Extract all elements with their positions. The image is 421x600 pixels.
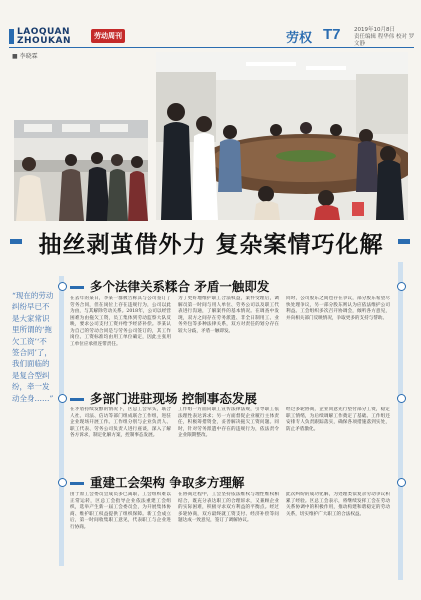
section-3-col-1: 由于原工会委员会成员多已离职，工会组织难以正常运转，区总工会指导企业依法重建工会组织，选举产生新一届工会委员会，为开展集体协商、维护职工权益提供了组织保障。新工会成立后，第一时间收集职工意见，代表职工与企业进行协商。 bbox=[70, 492, 171, 530]
ribbon-dot bbox=[58, 282, 67, 291]
section-2-col-3: 经过多轮协商，企业同意先行垫付部分工资，稳定职工情绪，为后续调解工作奠定了基础。工作组还安排专人负责跟踪落实，确保各项措施落到实处，防止矛盾激化。 bbox=[286, 407, 390, 432]
section-2-col-2: 工作组一方面向职工宣传法律法规，引导职工依法理性表达诉求；另一方面督促企业履行主体责任，积极筹措资金，妥善解决拖欠工资问题。同时，针对劳务派遣中存在的违规行为，依法责令企业限期整改。 bbox=[178, 407, 279, 438]
masthead-bar bbox=[9, 29, 14, 44]
page-number: T7 bbox=[323, 26, 341, 43]
section-1-col-3: 同时，公司股东之间也存在争议，部分股东希望尽快处理争议，另一部分股东则认为应依法维护公司利益。工会组织多次召开协调会，倾听各方意见，并向相关部门反映情况，争取更多的支持与帮助。 bbox=[286, 296, 390, 321]
section-2-col-1: 在矛盾持续发酵的情况下，区总工会牵头，联合人社、司法、信访等部门组成联合工作组，进驻企业现场开展工作。工作组分别与企业负责人、职工代表、劳务公司负责人进行座谈，深入了解各方诉求，制定化解方案，控制事态发展。 bbox=[70, 407, 171, 438]
ribbon-dot bbox=[397, 394, 406, 403]
masthead bbox=[9, 26, 414, 46]
section-name: 劳权 bbox=[286, 31, 313, 46]
right-ribbon bbox=[398, 262, 403, 580]
section-3-col-2: 在协商过程中，工会坚持依法维权与理性维权相结合，既充分表达职工的合理诉求，又兼顾企业的实际困难，积极寻求双方利益的平衡点。经过多轮协商，双方最终就工资支付、经济补偿等问题达成一致意见，签订了调解协议。 bbox=[178, 492, 279, 523]
photo-service-counter-image bbox=[14, 120, 148, 221]
headline-deco-left bbox=[10, 239, 22, 244]
section-1-col-2: 为了更好地维护职工合法权益，案件受理后，调解员第一时间与用人单位、劳务公司以及职工代表进行沟通，了解案件的基本情况。在调查中发现，双方之间存在劳务派遣、非全日制用工、业务外包等多种法律关系，双方对责任的划分存在较大分歧，矛盾一触即发。 bbox=[178, 296, 279, 334]
subhead-marker bbox=[70, 286, 84, 289]
subhead-3: 重建工会架构 争取多方理解 bbox=[90, 475, 245, 490]
ribbon-dot bbox=[397, 282, 406, 291]
section-1-col-1: 在去年的某日，李某一群被告称其与公司签订了劳务合同，但在岗位上存在违规行为，公司以此为由，与其解除劳动关系。2018年，公司以经营困难为由拖欠工资，员工集体到劳动监察大队反映，要求公司支付工资并给予经济补偿。李某认为自己的劳动合同是与劳务公司签订的，其工作岗位、工资标准均由用工单位确定，因此主张用工单位应承担连带责任。 bbox=[70, 296, 171, 347]
subhead-2: 多部门进驻现场 控制事态发展 bbox=[90, 391, 257, 406]
left-ribbon bbox=[59, 276, 64, 566]
photo-service-counter bbox=[14, 120, 148, 221]
photo-meeting-room-image bbox=[156, 52, 408, 220]
editor-line: 责任编辑 程华伟 校对 罗文静 bbox=[354, 34, 415, 47]
ribbon-dot bbox=[58, 394, 67, 403]
section-3-col-3: 此次纠纷的成功化解，为处理类似复杂劳动争议积累了经验。区总工会表示，将继续发挥工会在劳动关系协调中的积极作用，推动构建和谐稳定的劳动关系，切实维护广大职工的合法权益。 bbox=[286, 492, 390, 517]
photo-credit: ■ 李晓霖 bbox=[12, 53, 38, 60]
headline: 抽丝剥茧借外力 复杂案情巧化解 bbox=[38, 232, 384, 258]
masthead-rule bbox=[9, 47, 414, 48]
subhead-1: 多个法律关系糅合 矛盾一触即发 bbox=[90, 279, 270, 294]
pull-quote: “现在的劳动纠纷早已不是大家常识里所谓的‘拖欠工资’‘不签合同’了，我们面临的是复合型纠纷，牵一发动全身……” bbox=[12, 291, 54, 403]
headline-deco-right bbox=[398, 239, 410, 244]
ribbon-dot bbox=[58, 478, 67, 487]
photo-meeting-room bbox=[156, 52, 408, 220]
subhead-marker bbox=[70, 398, 84, 401]
masthead-kicker-en-2: ZHOUKAN bbox=[17, 36, 71, 46]
masthead-kicker-en-1: LAOQUAN bbox=[17, 27, 71, 37]
channel-badge: 劳动周刊 bbox=[91, 29, 125, 43]
subhead-marker bbox=[70, 482, 84, 485]
ribbon-dot bbox=[397, 478, 406, 487]
issue-date bbox=[354, 27, 416, 48]
headline-block bbox=[10, 226, 410, 256]
issue-date-line: 2019年10月8日 bbox=[354, 27, 395, 33]
